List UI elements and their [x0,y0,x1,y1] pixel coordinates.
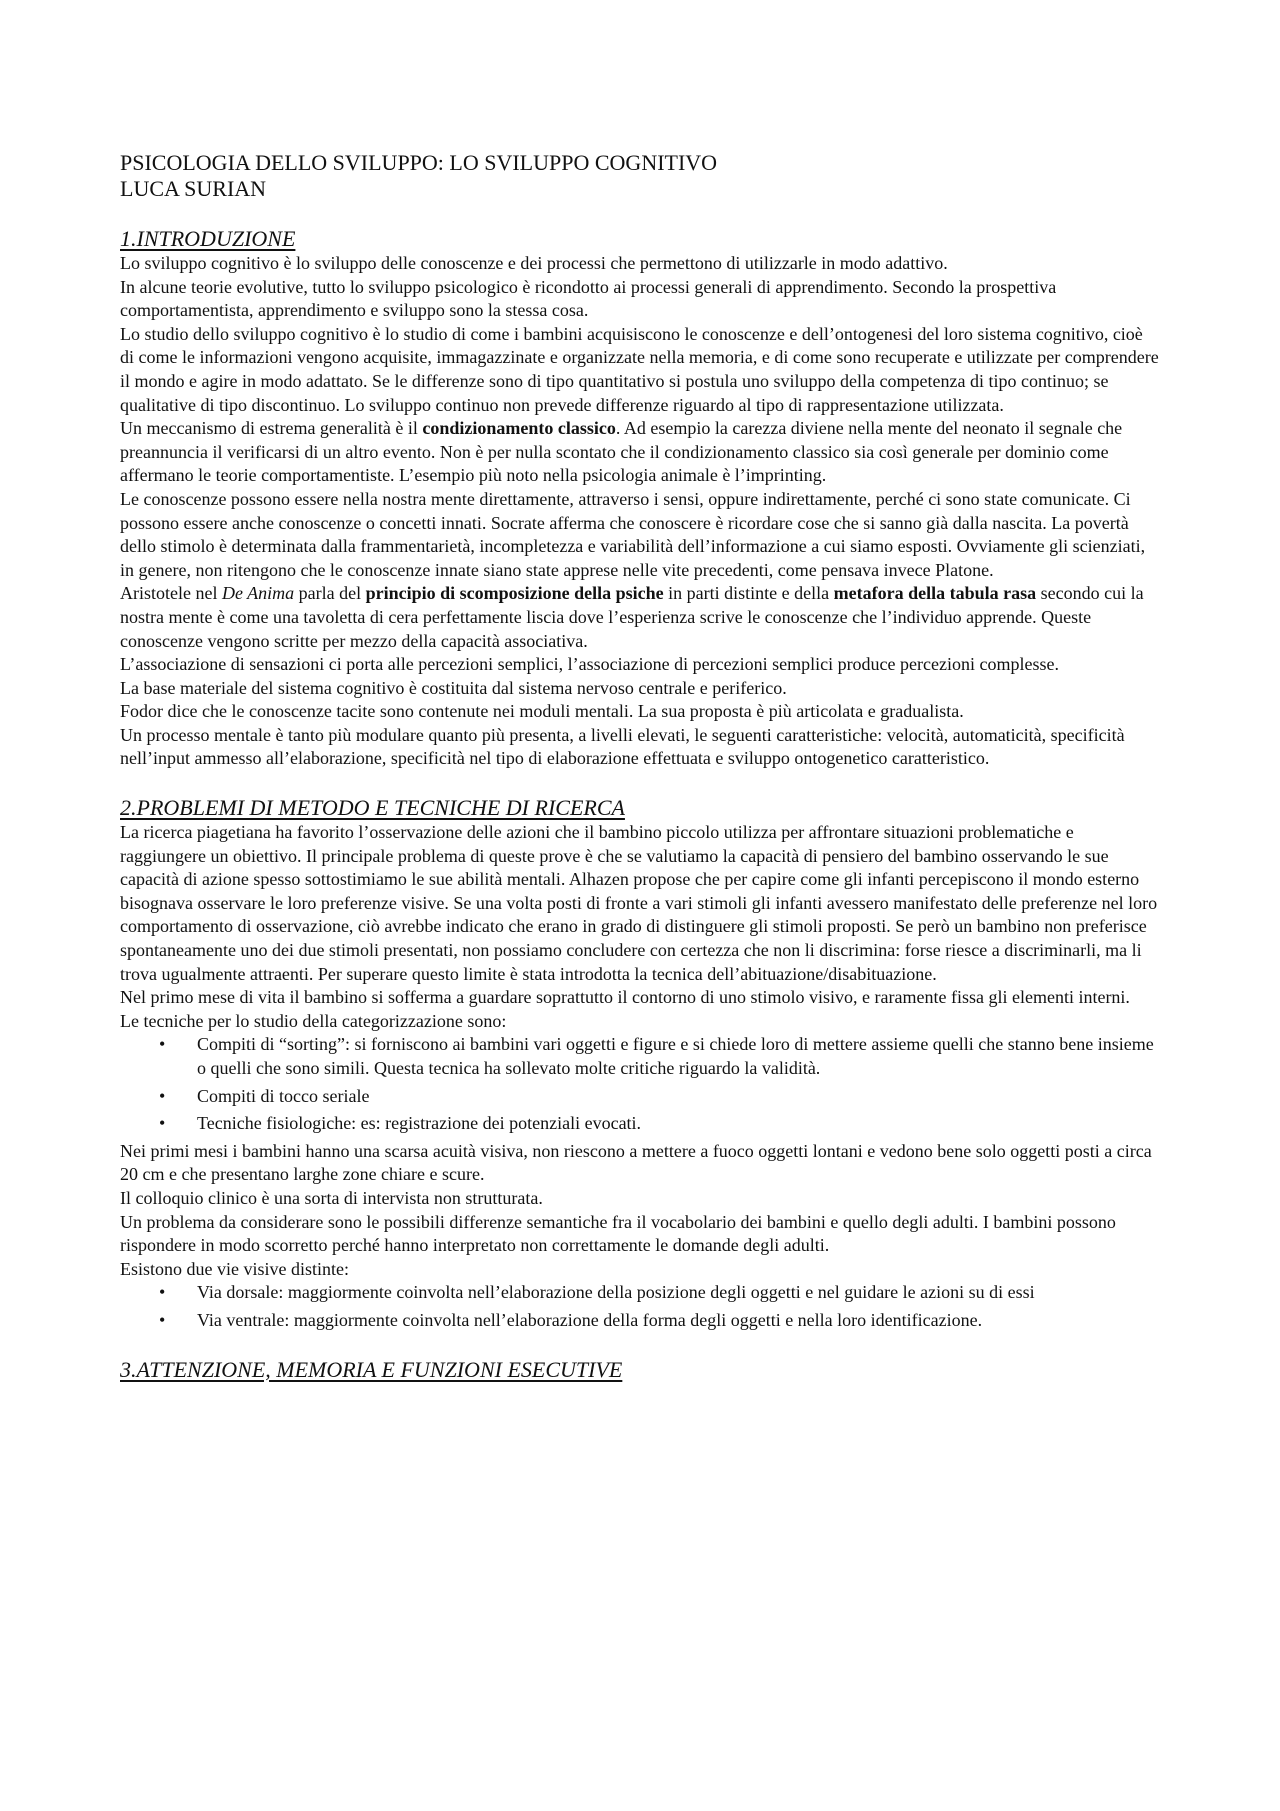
section-heading-attenzione-memoria: 3.ATTENZIONE, MEMORIA E FUNZIONI ESECUTIVE [120,1356,623,1382]
text-run: parla del [294,583,366,604]
document-page [120,150,1160,1383]
paragraph: Nel primo mese di vita il bambino si sofferma a guardare soprattutto il contorno di uno stimolo visivo, e raramente fissa gli elementi interni. [120,987,1130,1008]
italic-title: De Anima [221,583,295,604]
section-heading-problemi-di-metodo: 2.PROBLEMI DI METODO E TECNICHE DI RICERCA [120,795,625,821]
bold-term: condizionamento classico [422,418,616,439]
paragraph: Nei primi mesi i bambini hanno una scarsa acuità visiva, non riescono a mettere a fuoco oggetti lontani e vedono bene solo oggetti posti a circa 20 cm e che presentano larghe zone chiare e scure. [120,1140,1152,1185]
document-author: LUCA SURIAN [120,176,267,201]
paragraph: Le tecniche per lo studio della categorizzazione sono: [120,1010,507,1031]
paragraph: Un processo mentale è tanto più modulare quanto più presenta, a livelli elevati, le seguenti caratteristiche: velocità, automaticità, specificità nell’input ammesso all’elaborazione, specificità nel tipo di elaborazione effettuata e sviluppo ontogenetico caratteristico. [120,724,1125,769]
paragraph: Un problema da considerare sono le possibili differenze semantiche fra il vocabolario dei bambini e quello degli adulti. I bambini possono rispondere in modo scorretto perché hanno interpretato non correttamente le domande degli adulti. [120,1211,1116,1256]
paragraph: Lo sviluppo cognitivo è lo sviluppo delle conoscenze e dei processi che permettono di utilizzarle in modo adattivo. [120,253,948,273]
bullet-list-vie-visive [120,1281,1160,1332]
list-item: • Compiti di tocco seriale [197,1085,1160,1109]
text-run: Un meccanismo di estrema generalità è il [120,418,423,439]
paragraph: Lo studio dello sviluppo cognitivo è lo studio di come i bambini acquisiscono le conoscenze e dell’ontogenesi del loro sistema cognitivo, cioè di come le informazioni vengono acquisite, immagazzinate e organizzate nella memoria, e di come sono recuperate e utilizzate per comprendere il mondo e agire in modo adattato. Se le differenze sono di tipo quantitativo si postula uno sviluppo della competenza di tipo continuo; se qualitative di tipo discontinuo. Lo sviluppo continuo non prevede differenze riguardo al tipo di rappresentazione utilizzata. [120,323,1159,415]
document-title: PSICOLOGIA DELLO SVILUPPO: LO SVILUPPO COGNITIVO [120,150,718,175]
bold-term: principio di scomposizione della psiche [365,583,664,604]
paragraph: In alcune teorie evolutive, tutto lo sviluppo psicologico è ricondotto ai processi generali di apprendimento. Secondo la prospettiva comportamentista, apprendimento e sviluppo sono la stessa cosa. [120,276,1057,321]
list-item: • Tecniche fisiologiche: es: registrazione dei potenziali evocati. [197,1112,1160,1136]
list-item: • Compiti di “sorting”: si forniscono ai bambini vari oggetti e figure e si chiede loro di mettere assieme quelli che stanno bene insieme o quelli che sono simili. Questa tecnica ha sollevato molte critiche riguardo la validità. [197,1033,1160,1080]
paragraph: Il colloquio clinico è una sorta di intervista non strutturata. [120,1187,543,1208]
section-heading-introduzione: 1.INTRODUZIONE [120,226,296,251]
list-item: • Via dorsale: maggiormente coinvolta nell’elaborazione della posizione degli oggetti e nel guidare le azioni su di essi [197,1281,1160,1305]
paragraph: Esistono due vie visive distinte: [120,1258,349,1279]
paragraph [120,417,1160,488]
paragraph: Le conoscenze possono essere nella nostra mente direttamente, attraverso i sensi, oppure indirettamente, perché ci sono state comunicate. Ci possono essere anche conoscenze o concetti innati. Socrate afferma che conoscere è ricordare cose che si sanno già dalla nascita. La povertà dello stimolo è determinata dalla frammentarietà, incompletezza e variabilità dell’informazione a cui siamo esposti. Ovviamente gli scienziati, in genere, non ritengono che le conoscenze innate siano state apprese nelle vite precedenti, come pensava invece Platone. [120,488,1146,580]
paragraph: La base materiale del sistema cognitivo è costituita dal sistema nervoso centrale e periferico. [120,677,787,698]
paragraph: L’associazione di sensazioni ci porta alle percezioni semplici, l’associazione di percezioni semplici produce percezioni complesse. [120,654,1059,675]
paragraph: La ricerca piagetiana ha favorito l’osservazione delle azioni che il bambino piccolo utilizza per affrontare situazioni problematiche e raggiungere un obiettivo. Il principale problema di queste prove è che se valutiamo la capacità di pensiero del bambino osservando le sue capacità di azione spesso sottostimiamo le sue abilità mentali. Alhazen propose che per capire come gli infanti percepiscono il mondo esterno bisognava osservare le loro preferenze visive. Se una volta posti di fronte a vari stimoli gli infanti avessero manifestato delle preferenze nel loro comportamento di osservazione, ciò avrebbe indicato che erano in grado di distinguere gli stimoli proposti. Se però un bambino non preferisce spontaneamente uno dei due stimoli presentati, non possiamo concludere con certezza che non li discrimina: forse riesce a discriminarli, ma li trova ugualmente attraenti. Per superare questo limite è stata introdotta la tecnica dell’abituazione/disabituazione. [120,822,1158,984]
text-run: secondo cui la nostra mente è come una tavoletta di cera perfettamente liscia dove l’esperienza scrive le conoscenze che l’individuo apprende. Queste conoscenze vengono scritte per mezzo della capacità associativa. [120,583,1144,651]
paragraph [120,582,1160,653]
bullet-list-categorizzazione [120,1033,1160,1135]
text-run: . Ad esempio la carezza diviene nella mente del neonato il segnale che preannuncia il verificarsi di un altro evento. Non è per nulla scontato che il condizionamento classico sia così generale per dominio come affermano le teorie comportamentiste. L’esempio più noto nella psicologia animale è l’imprinting. [120,418,1123,486]
list-item: • Via ventrale: maggiormente coinvolta nell’elaborazione della forma degli oggetti e nella loro identificazione. [197,1309,1160,1333]
text-run: in parti distinte e della [663,583,834,604]
text-run: Aristotele nel [120,583,222,604]
paragraph: Fodor dice che le conoscenze tacite sono contenute nei moduli mentali. La sua proposta è più articolata e gradualista. [120,701,964,722]
bold-term: metafora della tabula rasa [833,583,1037,604]
